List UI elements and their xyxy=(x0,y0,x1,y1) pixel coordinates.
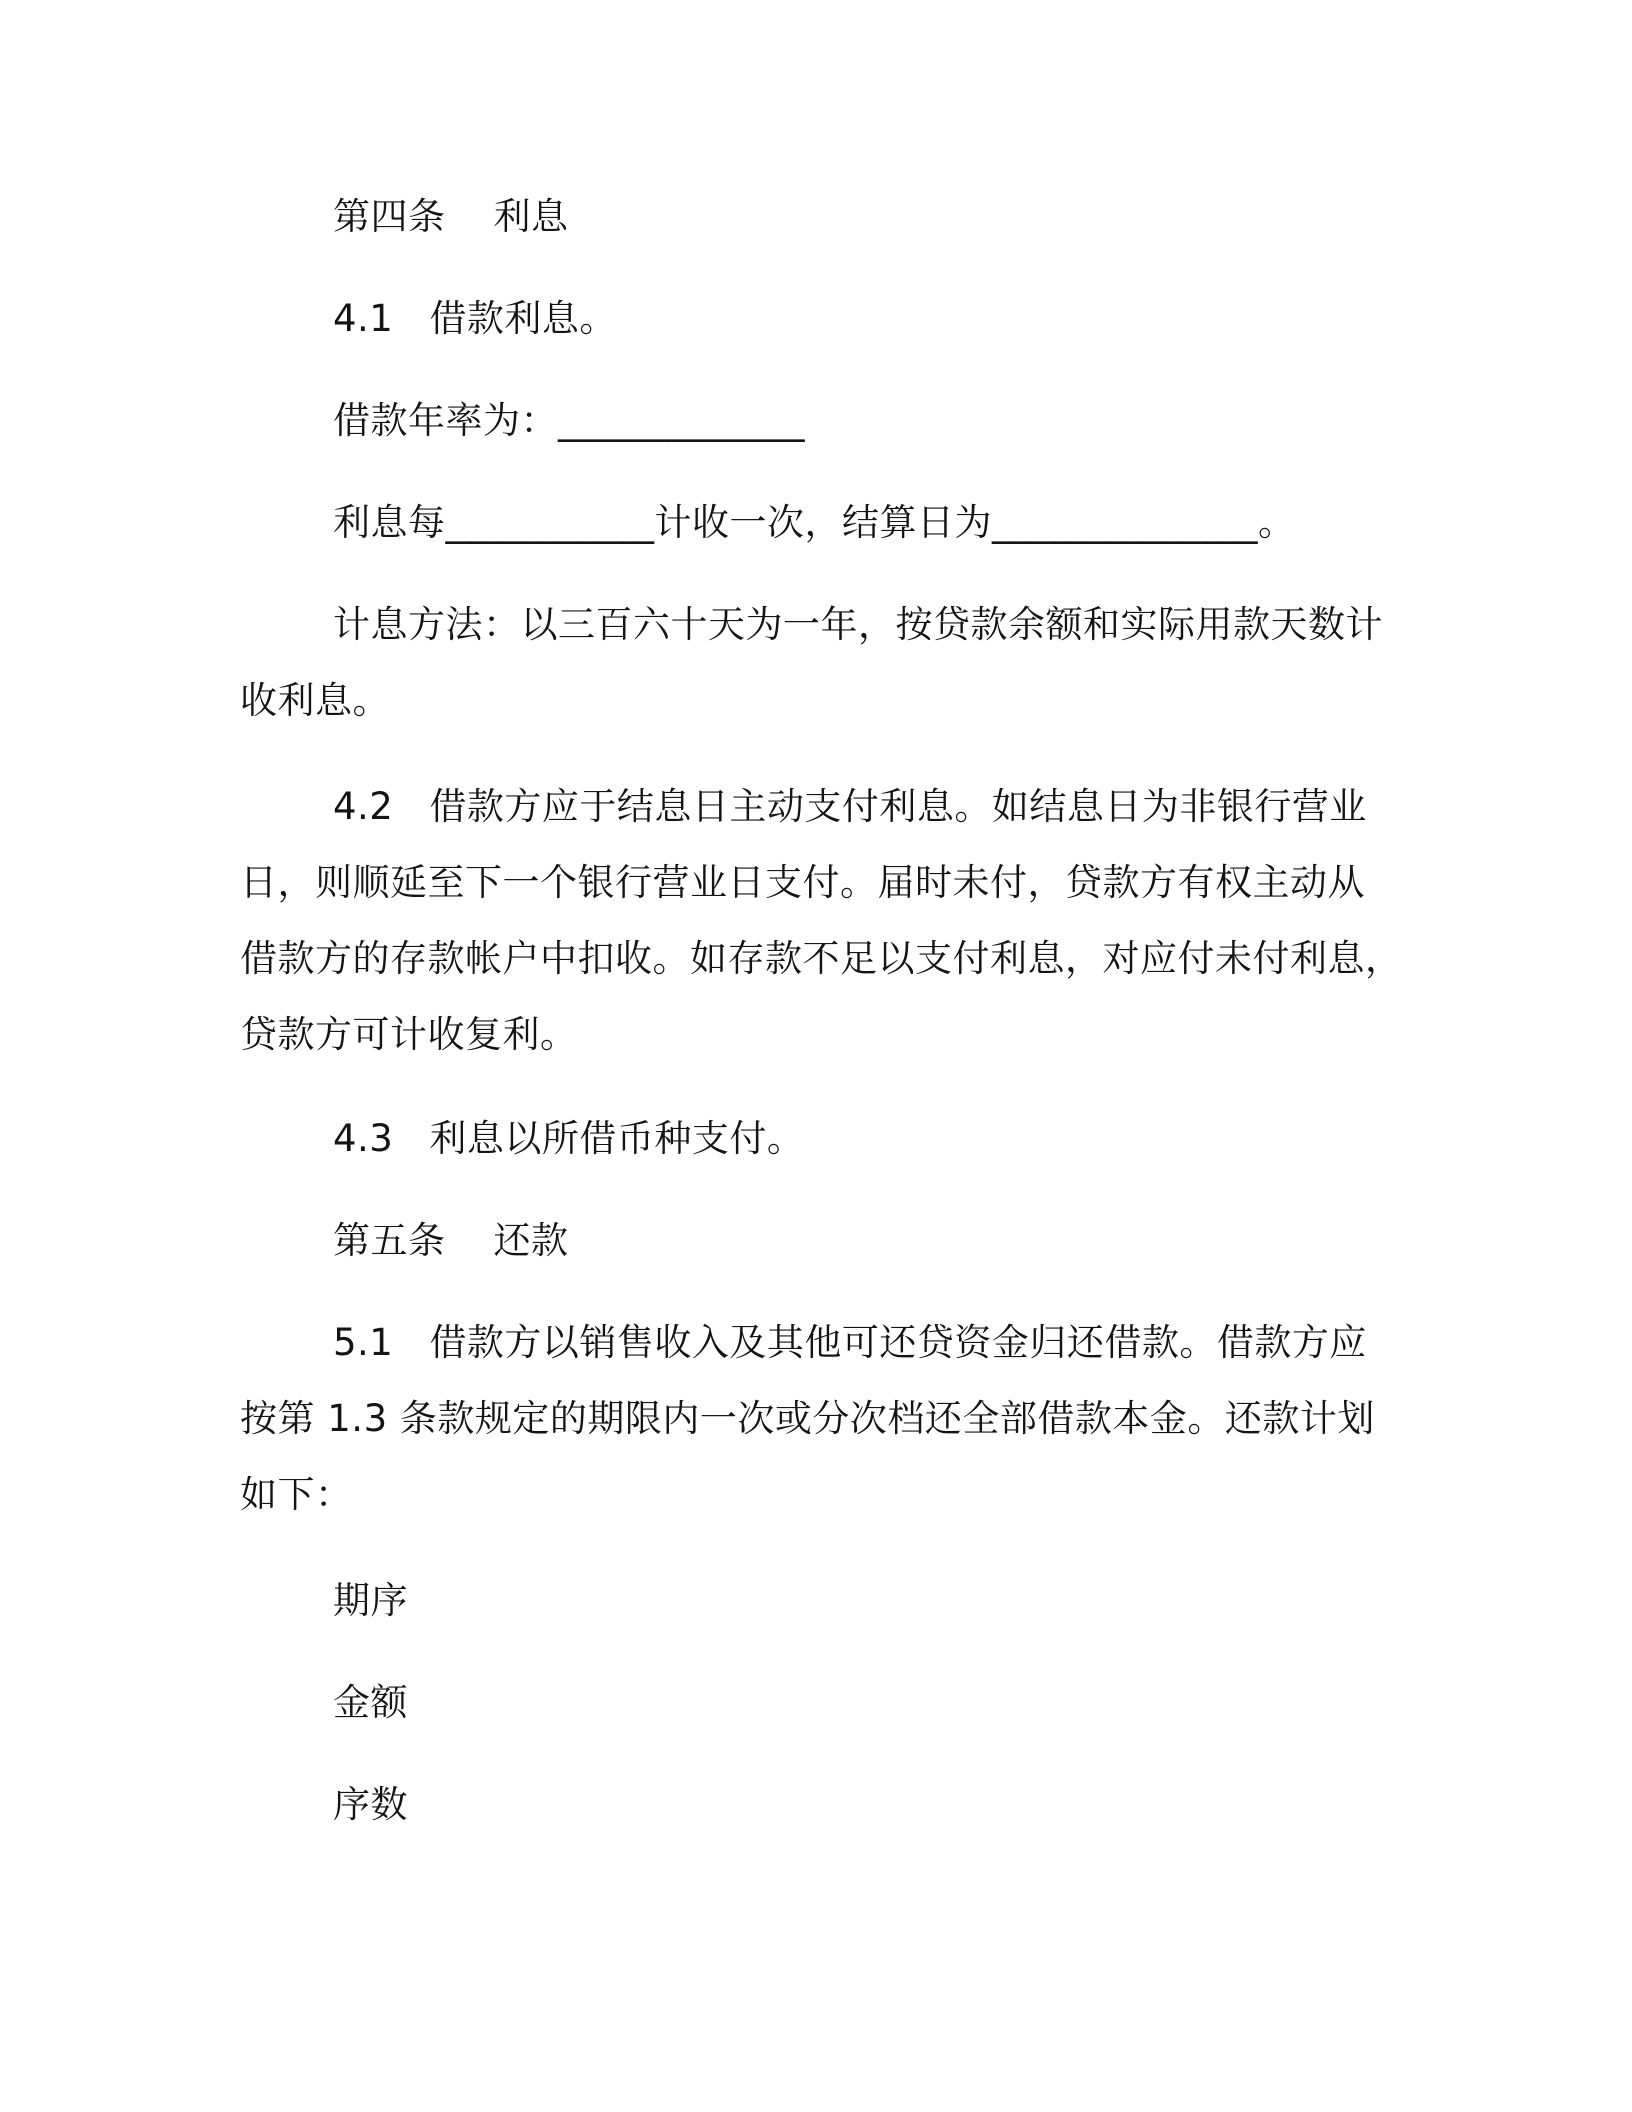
article-4-number: 第四条 xyxy=(333,195,446,238)
section-4-2-text: 借款方应于结息日主动支付利息。如结息日为非银行营业 xyxy=(429,785,1367,828)
section-4-2-number: 4.2 xyxy=(333,785,394,828)
section-4-1-heading xyxy=(333,294,617,344)
schedule-label-period: 期序 xyxy=(333,1579,408,1622)
section-4-1-title: 借款利息。 xyxy=(429,297,617,340)
article-5-heading xyxy=(333,1216,569,1266)
section-4-1-number: 4.1 xyxy=(333,297,394,340)
section-5-1-line-1 xyxy=(333,1318,1367,1368)
interest-frequency-line: 利息每___________计收一次，结算日为______________。 xyxy=(333,501,1296,544)
interest-method-line-1: 计息方法：以三百六十天为一年，按贷款余额和实际用款天数计 xyxy=(333,603,1383,646)
schedule-label-sequence: 序数 xyxy=(333,1783,408,1826)
section-5-1-text: 借款方以销售收入及其他可还贷资金归还借款。借款方应 xyxy=(429,1321,1367,1364)
article-4-title: 利息 xyxy=(493,195,569,238)
section-5-1-number: 5.1 xyxy=(333,1321,394,1364)
article-5-title: 还款 xyxy=(493,1219,569,1262)
section-4-3-number: 4.3 xyxy=(333,1117,394,1160)
schedule-label-amount: 金额 xyxy=(333,1681,408,1724)
section-5-1-line-2: 按第 1.3 条款规定的期限内一次或分次档还全部借款本金。还款计划 xyxy=(240,1397,1375,1440)
annual-rate-line: 借款年率为：_____________ xyxy=(333,399,805,442)
article-4-heading xyxy=(333,192,569,242)
section-4-2-line-2: 日，则顺延至下一个银行营业日支付。届时未付，贷款方有权主动从 xyxy=(240,861,1365,904)
section-4-2-line-1 xyxy=(333,782,1367,832)
section-4-3 xyxy=(333,1114,804,1164)
section-4-3-text: 利息以所借币种支付。 xyxy=(429,1117,805,1160)
article-5-number: 第五条 xyxy=(333,1219,446,1262)
section-4-2-line-3: 借款方的存款帐户中扣收。如存款不足以支付利息，对应付未付利息， xyxy=(240,937,1403,980)
interest-method-line-2: 收利息。 xyxy=(240,679,390,722)
section-5-1-line-3: 如下： xyxy=(240,1473,353,1516)
section-4-2-line-4: 贷款方可计收复利。 xyxy=(240,1013,578,1056)
